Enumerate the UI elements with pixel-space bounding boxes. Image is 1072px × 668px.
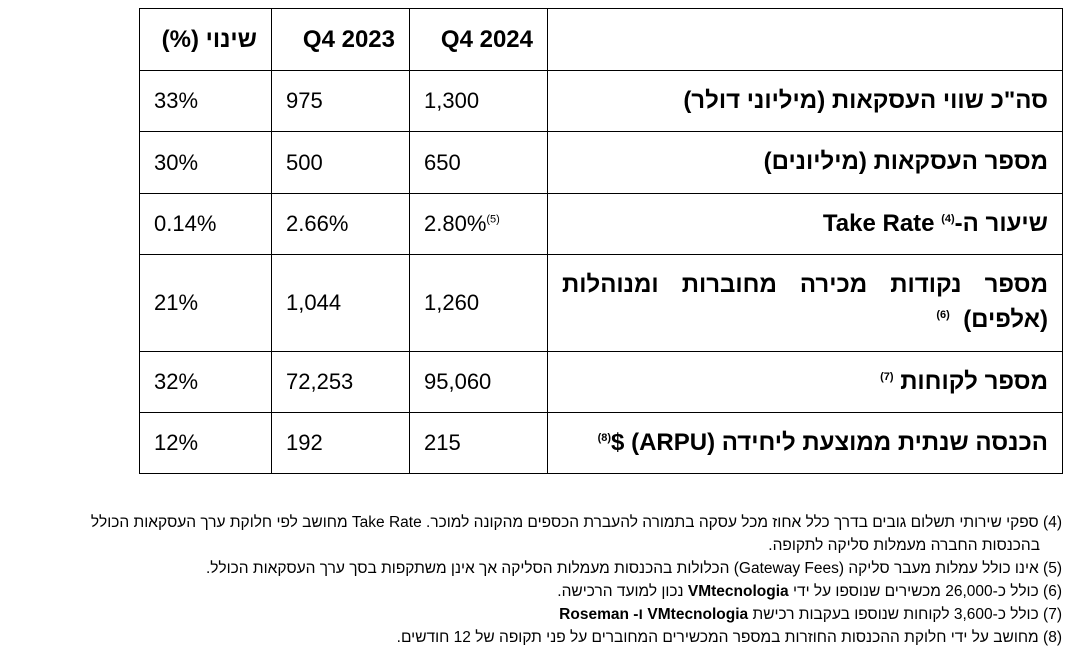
value-q4-2024: 650 bbox=[410, 132, 548, 194]
value-change: 30% bbox=[140, 132, 272, 194]
footnote-7 bbox=[10, 603, 1062, 626]
table-row bbox=[140, 255, 1063, 352]
value-change: 33% bbox=[140, 71, 272, 132]
value-q4-2024: 1,260 bbox=[410, 255, 548, 352]
metric-transaction-count: מספר העסקאות (מיליונים) bbox=[548, 132, 1063, 194]
metric-label: הכנסה שנתית ממוצעת ליחידה (ARPU) $ bbox=[611, 428, 1048, 456]
footnote-text: אינו כולל עמלות מעבר סליקה (Gateway Fees) הכלולות בהכנסות מעמלות הסליקה אך אינן משתקפות בסך ערך העסקאות הכולל. bbox=[205, 560, 1039, 577]
value-q4-2023: 72,253 bbox=[272, 352, 410, 413]
metric-total-volume: סה"כ שווי העסקאות (מיליוני דולר) bbox=[548, 71, 1063, 132]
footnote-6 bbox=[10, 580, 1062, 603]
value-q4-2024: 215 bbox=[410, 413, 548, 474]
footnote-ref: (6) bbox=[936, 309, 950, 321]
metric-arpu bbox=[548, 413, 1063, 474]
footnote-text: כולל כ-3,600 לקוחות שנוספו בעקבות רכישת bbox=[748, 606, 1039, 623]
value-text: 2.80% bbox=[424, 211, 487, 236]
table-row bbox=[140, 413, 1063, 474]
footnote-company-name: VMtecnologia bbox=[687, 583, 789, 600]
metric-label: שיעור ה-Take Rate bbox=[822, 209, 1048, 237]
value-q4-2024: 1,300 bbox=[410, 71, 548, 132]
footnote-ref: (4) bbox=[941, 212, 955, 225]
value-q4-2023: 1,044 bbox=[272, 255, 410, 352]
footnote-text-continued: בהכנסות החברה מעמלות סליקה לתקופה. bbox=[768, 537, 1040, 554]
value-change: 32% bbox=[140, 352, 272, 413]
footnote-5 bbox=[10, 557, 1062, 580]
table-row bbox=[140, 194, 1063, 255]
footnote-number: (5) bbox=[1043, 560, 1062, 577]
footnote-ref: (5) bbox=[486, 213, 500, 226]
footnote-number: (6) bbox=[1043, 583, 1062, 600]
footnote-4 bbox=[10, 511, 1062, 557]
table-header-row bbox=[140, 9, 1063, 71]
header-q4-2023: Q4 2023 bbox=[272, 9, 410, 71]
table-row bbox=[140, 71, 1063, 132]
footnote-text: מחושב על ידי חלוקת ההכנסות החוזרות במספר המכשירים המחוברים על פני תקופה של 12 חודשים. bbox=[396, 629, 1039, 646]
value-q4-2024: 95,060 bbox=[410, 352, 548, 413]
footnote-8 bbox=[10, 626, 1062, 649]
header-change: שינוי (%) bbox=[140, 9, 272, 71]
footnote-number: (8) bbox=[1043, 629, 1062, 646]
header-q4-2024: Q4 2024 bbox=[410, 9, 548, 71]
footnote-number: (4) bbox=[1043, 514, 1062, 531]
value-q4-2023: 500 bbox=[272, 132, 410, 194]
footnote-text: כולל כ-26,000 מכשירים שנוספו על ידי bbox=[788, 583, 1039, 600]
metric-label: מספר לקוחות bbox=[900, 367, 1048, 395]
footnotes bbox=[10, 511, 1062, 649]
table-row bbox=[140, 352, 1063, 413]
kpi-table bbox=[139, 8, 1063, 474]
footnote-text: ספקי שירותי תשלום גובים בדרך כלל אחוז מכל עסקה בתמורה להעברת הכספים מהקונה למוכר. Take Rate מחושב לפי חלוקת ערך העסקאות הכולל bbox=[90, 514, 1039, 531]
value-change: 12% bbox=[140, 413, 272, 474]
metric-take-rate bbox=[548, 194, 1063, 255]
metric-label: מספר נקודות מכירה מחוברות ומנוהלות (אלפים) bbox=[562, 271, 1048, 333]
footnote-number: (7) bbox=[1043, 606, 1062, 623]
value-change: 0.14% bbox=[140, 194, 272, 255]
footnote-company-names: VMtecnologia ו- Roseman bbox=[559, 606, 749, 623]
value-change: 21% bbox=[140, 255, 272, 352]
metric-points-of-sale bbox=[548, 255, 1063, 352]
value-q4-2024 bbox=[410, 194, 548, 255]
table-row bbox=[140, 132, 1063, 194]
value-q4-2023: 2.66% bbox=[272, 194, 410, 255]
footnote-text-end: נכון למועד הרכישה. bbox=[557, 583, 688, 600]
value-q4-2023: 975 bbox=[272, 71, 410, 132]
metric-customers bbox=[548, 352, 1063, 413]
footnote-ref: (8) bbox=[597, 431, 612, 444]
value-q4-2023: 192 bbox=[272, 413, 410, 474]
footnote-ref: (7) bbox=[880, 370, 894, 383]
header-metric bbox=[548, 9, 1063, 71]
